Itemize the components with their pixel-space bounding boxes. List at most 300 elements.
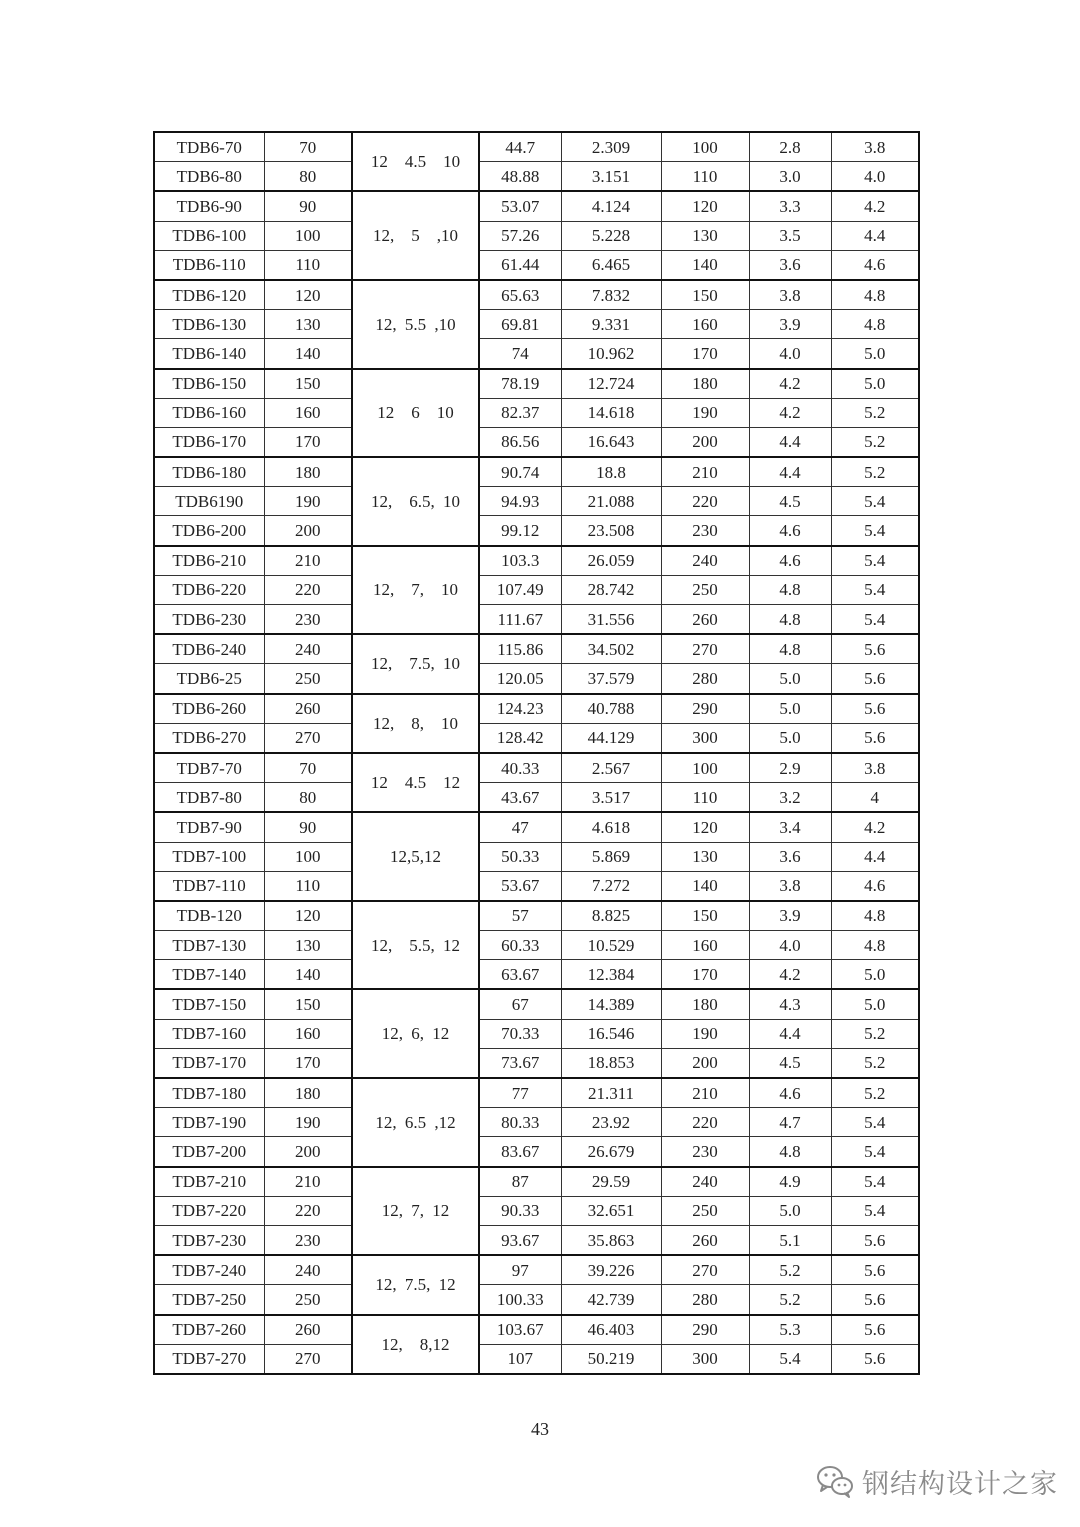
depth-cell: 190 — [264, 487, 352, 516]
width-cell: 120.05 — [479, 664, 561, 694]
depth-cell: 120 — [264, 901, 352, 931]
model-cell: TDB6190 — [154, 487, 264, 516]
width-cell: 107 — [479, 1344, 561, 1374]
section-spec-cell: 12, 8,12 — [352, 1315, 479, 1374]
depth-cell: 90 — [264, 191, 352, 221]
table-row — [154, 812, 919, 842]
span-cell: 100 — [661, 753, 749, 783]
depth-cell: 100 — [264, 221, 352, 250]
width-cell: 97 — [479, 1255, 561, 1285]
thickness-cell-b: 5.0 — [831, 989, 919, 1019]
table-row — [154, 369, 919, 399]
table-row — [154, 1225, 919, 1255]
table-row — [154, 901, 919, 931]
weight-cell: 7.272 — [561, 871, 661, 901]
depth-cell: 210 — [264, 1167, 352, 1197]
weight-cell: 2.309 — [561, 132, 661, 162]
thickness-cell-a: 3.5 — [749, 221, 831, 250]
table-row — [154, 1048, 919, 1078]
span-cell: 230 — [661, 516, 749, 546]
section-spec-cell: 12 4.5 10 — [352, 132, 479, 191]
width-cell: 103.67 — [479, 1315, 561, 1345]
weight-cell: 18.8 — [561, 457, 661, 487]
span-cell: 110 — [661, 162, 749, 192]
weight-cell: 21.088 — [561, 487, 661, 516]
model-cell: TDB6-130 — [154, 310, 264, 339]
span-cell: 250 — [661, 1196, 749, 1225]
depth-cell: 150 — [264, 989, 352, 1019]
thickness-cell-a: 4.2 — [749, 960, 831, 990]
thickness-cell-a: 5.0 — [749, 1196, 831, 1225]
thickness-cell-b: 5.2 — [831, 427, 919, 457]
thickness-cell-b: 5.0 — [831, 339, 919, 369]
weight-cell: 16.546 — [561, 1019, 661, 1048]
depth-cell: 80 — [264, 162, 352, 192]
width-cell: 103.3 — [479, 546, 561, 576]
model-cell: TDB7-150 — [154, 989, 264, 1019]
table-row — [154, 280, 919, 310]
model-cell: TDB7-110 — [154, 871, 264, 901]
width-cell: 124.23 — [479, 694, 561, 724]
table-row — [154, 310, 919, 339]
thickness-cell-b: 5.4 — [831, 1137, 919, 1167]
depth-cell: 190 — [264, 1108, 352, 1137]
section-spec-cell: 12, 5 ,10 — [352, 191, 479, 280]
depth-cell: 110 — [264, 871, 352, 901]
model-cell: TDB7-250 — [154, 1285, 264, 1315]
model-cell: TDB-120 — [154, 901, 264, 931]
table-row — [154, 871, 919, 901]
width-cell: 99.12 — [479, 516, 561, 546]
width-cell: 77 — [479, 1078, 561, 1108]
span-cell: 220 — [661, 1108, 749, 1137]
thickness-cell-a: 5.2 — [749, 1255, 831, 1285]
depth-cell: 270 — [264, 1344, 352, 1374]
model-cell: TDB6-100 — [154, 221, 264, 250]
model-cell: TDB6-70 — [154, 132, 264, 162]
span-cell: 120 — [661, 812, 749, 842]
thickness-cell-a: 5.0 — [749, 664, 831, 694]
thickness-cell-a: 4.2 — [749, 398, 831, 427]
section-spec-cell: 12, 8, 10 — [352, 694, 479, 753]
width-cell: 100.33 — [479, 1285, 561, 1315]
thickness-cell-b: 5.2 — [831, 398, 919, 427]
thickness-cell-b: 5.4 — [831, 605, 919, 635]
thickness-cell-a: 4.3 — [749, 989, 831, 1019]
section-spec-cell: 12, 7.5, 10 — [352, 634, 479, 693]
model-cell: TDB7-80 — [154, 783, 264, 813]
span-cell: 270 — [661, 634, 749, 664]
depth-cell: 80 — [264, 783, 352, 813]
thickness-cell-b: 5.0 — [831, 960, 919, 990]
section-spec-cell: 12 6 10 — [352, 369, 479, 458]
width-cell: 87 — [479, 1167, 561, 1197]
width-cell: 78.19 — [479, 369, 561, 399]
span-cell: 170 — [661, 339, 749, 369]
thickness-cell-b: 4.4 — [831, 221, 919, 250]
width-cell: 74 — [479, 339, 561, 369]
thickness-cell-a: 5.4 — [749, 1344, 831, 1374]
thickness-cell-a: 5.1 — [749, 1225, 831, 1255]
width-cell: 40.33 — [479, 753, 561, 783]
model-cell: TDB7-70 — [154, 753, 264, 783]
table-row — [154, 694, 919, 724]
thickness-cell-a: 4.8 — [749, 1137, 831, 1167]
model-cell: TDB7-90 — [154, 812, 264, 842]
table-row — [154, 546, 919, 576]
thickness-cell-b: 4.8 — [831, 931, 919, 960]
weight-cell: 46.403 — [561, 1315, 661, 1345]
width-cell: 128.42 — [479, 723, 561, 753]
model-cell: TDB7-220 — [154, 1196, 264, 1225]
model-cell: TDB7-210 — [154, 1167, 264, 1197]
width-cell: 61.44 — [479, 250, 561, 280]
thickness-cell-a: 3.3 — [749, 191, 831, 221]
spec-table-body — [154, 132, 919, 1374]
depth-cell: 260 — [264, 694, 352, 724]
width-cell: 90.33 — [479, 1196, 561, 1225]
weight-cell: 5.869 — [561, 842, 661, 871]
thickness-cell-b: 3.8 — [831, 753, 919, 783]
weight-cell: 23.92 — [561, 1108, 661, 1137]
thickness-cell-b: 5.4 — [831, 1196, 919, 1225]
model-cell: TDB6-220 — [154, 575, 264, 604]
thickness-cell-a: 3.0 — [749, 162, 831, 192]
span-cell: 210 — [661, 1078, 749, 1108]
width-cell: 67 — [479, 989, 561, 1019]
depth-cell: 230 — [264, 605, 352, 635]
weight-cell: 12.384 — [561, 960, 661, 990]
table-row — [154, 427, 919, 457]
width-cell: 63.67 — [479, 960, 561, 990]
thickness-cell-a: 4.8 — [749, 575, 831, 604]
width-cell: 43.67 — [479, 783, 561, 813]
model-cell: TDB6-160 — [154, 398, 264, 427]
weight-cell: 4.618 — [561, 812, 661, 842]
depth-cell: 140 — [264, 339, 352, 369]
depth-cell: 90 — [264, 812, 352, 842]
table-row — [154, 1137, 919, 1167]
thickness-cell-a: 4.4 — [749, 427, 831, 457]
table-row — [154, 398, 919, 427]
depth-cell: 70 — [264, 753, 352, 783]
model-cell: TDB7-200 — [154, 1137, 264, 1167]
weight-cell: 7.832 — [561, 280, 661, 310]
span-cell: 160 — [661, 931, 749, 960]
weight-cell: 3.517 — [561, 783, 661, 813]
span-cell: 300 — [661, 1344, 749, 1374]
width-cell: 115.86 — [479, 634, 561, 664]
model-cell: TDB6-110 — [154, 250, 264, 280]
weight-cell: 10.529 — [561, 931, 661, 960]
thickness-cell-b: 5.2 — [831, 457, 919, 487]
table-row — [154, 960, 919, 990]
table-row — [154, 457, 919, 487]
model-cell: TDB7-160 — [154, 1019, 264, 1048]
span-cell: 280 — [661, 664, 749, 694]
thickness-cell-a: 4.0 — [749, 931, 831, 960]
span-cell: 140 — [661, 871, 749, 901]
table-row — [154, 575, 919, 604]
thickness-cell-b: 5.4 — [831, 1167, 919, 1197]
watermark — [816, 1458, 1058, 1504]
span-cell: 210 — [661, 457, 749, 487]
span-cell: 160 — [661, 310, 749, 339]
thickness-cell-a: 3.8 — [749, 280, 831, 310]
model-cell: TDB6-200 — [154, 516, 264, 546]
weight-cell: 4.124 — [561, 191, 661, 221]
section-spec-cell: 12, 7, 10 — [352, 546, 479, 635]
model-cell: TDB6-140 — [154, 339, 264, 369]
thickness-cell-b: 5.2 — [831, 1048, 919, 1078]
depth-cell: 100 — [264, 842, 352, 871]
model-cell: TDB6-210 — [154, 546, 264, 576]
thickness-cell-b: 4.0 — [831, 162, 919, 192]
span-cell: 150 — [661, 901, 749, 931]
table-row — [154, 487, 919, 516]
width-cell: 107.49 — [479, 575, 561, 604]
table-row — [154, 339, 919, 369]
section-spec-cell: 12, 7.5, 12 — [352, 1255, 479, 1314]
section-spec-cell: 12, 6.5 ,12 — [352, 1078, 479, 1167]
width-cell: 86.56 — [479, 427, 561, 457]
model-cell: TDB7-190 — [154, 1108, 264, 1137]
table-row — [154, 1108, 919, 1137]
table-row — [154, 605, 919, 635]
table-row — [154, 634, 919, 664]
thickness-cell-b: 5.2 — [831, 1019, 919, 1048]
section-spec-cell: 12, 5.5, 12 — [352, 901, 479, 990]
depth-cell: 160 — [264, 1019, 352, 1048]
thickness-cell-a: 4.5 — [749, 487, 831, 516]
span-cell: 100 — [661, 132, 749, 162]
thickness-cell-a: 3.8 — [749, 871, 831, 901]
span-cell: 110 — [661, 783, 749, 813]
thickness-cell-b: 5.6 — [831, 1315, 919, 1345]
thickness-cell-a: 4.4 — [749, 1019, 831, 1048]
weight-cell: 10.962 — [561, 339, 661, 369]
thickness-cell-a: 5.0 — [749, 694, 831, 724]
spec-table — [153, 131, 920, 1375]
span-cell: 220 — [661, 487, 749, 516]
thickness-cell-a: 5.0 — [749, 723, 831, 753]
model-cell: TDB6-90 — [154, 191, 264, 221]
weight-cell: 21.311 — [561, 1078, 661, 1108]
span-cell: 290 — [661, 694, 749, 724]
model-cell: TDB7-170 — [154, 1048, 264, 1078]
depth-cell: 220 — [264, 575, 352, 604]
thickness-cell-b: 5.4 — [831, 487, 919, 516]
weight-cell: 42.739 — [561, 1285, 661, 1315]
thickness-cell-a: 4.8 — [749, 605, 831, 635]
thickness-cell-b: 4.2 — [831, 812, 919, 842]
table-row — [154, 1344, 919, 1374]
thickness-cell-a: 4.2 — [749, 369, 831, 399]
table-row — [154, 221, 919, 250]
depth-cell: 210 — [264, 546, 352, 576]
model-cell: TDB6-270 — [154, 723, 264, 753]
thickness-cell-a: 4.0 — [749, 339, 831, 369]
section-spec-cell: 12, 6.5, 10 — [352, 457, 479, 546]
thickness-cell-a: 5.3 — [749, 1315, 831, 1345]
weight-cell: 40.788 — [561, 694, 661, 724]
width-cell: 57.26 — [479, 221, 561, 250]
span-cell: 180 — [661, 989, 749, 1019]
model-cell: TDB7-240 — [154, 1255, 264, 1285]
weight-cell: 3.151 — [561, 162, 661, 192]
model-cell: TDB7-260 — [154, 1315, 264, 1345]
weight-cell: 37.579 — [561, 664, 661, 694]
model-cell: TDB6-240 — [154, 634, 264, 664]
span-cell: 230 — [661, 1137, 749, 1167]
width-cell: 53.67 — [479, 871, 561, 901]
depth-cell: 240 — [264, 634, 352, 664]
depth-cell: 150 — [264, 369, 352, 399]
span-cell: 280 — [661, 1285, 749, 1315]
span-cell: 260 — [661, 605, 749, 635]
depth-cell: 170 — [264, 427, 352, 457]
weight-cell: 2.567 — [561, 753, 661, 783]
thickness-cell-a: 2.8 — [749, 132, 831, 162]
weight-cell: 32.651 — [561, 1196, 661, 1225]
section-spec-cell: 12, 7, 12 — [352, 1167, 479, 1256]
thickness-cell-b: 5.4 — [831, 546, 919, 576]
span-cell: 290 — [661, 1315, 749, 1345]
width-cell: 94.93 — [479, 487, 561, 516]
table-row — [154, 783, 919, 813]
thickness-cell-a: 4.7 — [749, 1108, 831, 1137]
thickness-cell-a: 4.6 — [749, 1078, 831, 1108]
wechat-icon — [816, 1464, 854, 1498]
width-cell: 90.74 — [479, 457, 561, 487]
weight-cell: 14.389 — [561, 989, 661, 1019]
depth-cell: 220 — [264, 1196, 352, 1225]
span-cell: 300 — [661, 723, 749, 753]
weight-cell: 12.724 — [561, 369, 661, 399]
thickness-cell-b: 4.2 — [831, 191, 919, 221]
model-cell: TDB6-230 — [154, 605, 264, 635]
thickness-cell-b: 5.4 — [831, 1108, 919, 1137]
section-spec-cell: 12,5,12 — [352, 812, 479, 901]
thickness-cell-b: 3.8 — [831, 132, 919, 162]
thickness-cell-b: 4.4 — [831, 842, 919, 871]
weight-cell: 34.502 — [561, 634, 661, 664]
model-cell: TDB6-120 — [154, 280, 264, 310]
span-cell: 260 — [661, 1225, 749, 1255]
weight-cell: 18.853 — [561, 1048, 661, 1078]
weight-cell: 35.863 — [561, 1225, 661, 1255]
depth-cell: 160 — [264, 398, 352, 427]
table-row — [154, 1285, 919, 1315]
width-cell: 70.33 — [479, 1019, 561, 1048]
section-spec-cell: 12, 5.5 ,10 — [352, 280, 479, 369]
thickness-cell-b: 4.8 — [831, 280, 919, 310]
width-cell: 93.67 — [479, 1225, 561, 1255]
thickness-cell-b: 5.4 — [831, 575, 919, 604]
weight-cell: 5.228 — [561, 221, 661, 250]
thickness-cell-a: 4.4 — [749, 457, 831, 487]
depth-cell: 130 — [264, 931, 352, 960]
span-cell: 190 — [661, 398, 749, 427]
thickness-cell-a: 3.4 — [749, 812, 831, 842]
table-row — [154, 1315, 919, 1345]
thickness-cell-b: 5.6 — [831, 1225, 919, 1255]
section-spec-cell: 12, 6, 12 — [352, 989, 479, 1078]
thickness-cell-b: 5.6 — [831, 1344, 919, 1374]
width-cell: 44.7 — [479, 132, 561, 162]
thickness-cell-b: 5.6 — [831, 1255, 919, 1285]
span-cell: 120 — [661, 191, 749, 221]
thickness-cell-b: 5.6 — [831, 664, 919, 694]
thickness-cell-a: 3.2 — [749, 783, 831, 813]
weight-cell: 26.059 — [561, 546, 661, 576]
table-row — [154, 989, 919, 1019]
section-spec-cell: 12 4.5 12 — [352, 753, 479, 812]
depth-cell: 110 — [264, 250, 352, 280]
width-cell: 69.81 — [479, 310, 561, 339]
thickness-cell-a: 3.6 — [749, 250, 831, 280]
weight-cell: 16.643 — [561, 427, 661, 457]
table-row — [154, 842, 919, 871]
thickness-cell-b: 5.4 — [831, 516, 919, 546]
weight-cell: 14.618 — [561, 398, 661, 427]
model-cell: TDB7-180 — [154, 1078, 264, 1108]
weight-cell: 31.556 — [561, 605, 661, 635]
thickness-cell-a: 4.6 — [749, 546, 831, 576]
depth-cell: 180 — [264, 457, 352, 487]
width-cell: 48.88 — [479, 162, 561, 192]
depth-cell: 250 — [264, 664, 352, 694]
model-cell: TDB6-170 — [154, 427, 264, 457]
page-number: 43 — [531, 1419, 549, 1439]
depth-cell: 200 — [264, 1137, 352, 1167]
thickness-cell-b: 4 — [831, 783, 919, 813]
span-cell: 240 — [661, 1167, 749, 1197]
width-cell: 82.37 — [479, 398, 561, 427]
weight-cell: 44.129 — [561, 723, 661, 753]
width-cell: 57 — [479, 901, 561, 931]
model-cell: TDB7-270 — [154, 1344, 264, 1374]
width-cell: 53.07 — [479, 191, 561, 221]
depth-cell: 250 — [264, 1285, 352, 1315]
width-cell: 80.33 — [479, 1108, 561, 1137]
model-cell: TDB6-25 — [154, 664, 264, 694]
weight-cell: 23.508 — [561, 516, 661, 546]
depth-cell: 240 — [264, 1255, 352, 1285]
table-row — [154, 162, 919, 192]
depth-cell: 270 — [264, 723, 352, 753]
thickness-cell-a: 3.9 — [749, 901, 831, 931]
span-cell: 200 — [661, 1048, 749, 1078]
thickness-cell-a: 2.9 — [749, 753, 831, 783]
weight-cell: 8.825 — [561, 901, 661, 931]
table-row — [154, 931, 919, 960]
thickness-cell-a: 4.9 — [749, 1167, 831, 1197]
model-cell: TDB6-80 — [154, 162, 264, 192]
model-cell: TDB7-100 — [154, 842, 264, 871]
width-cell: 60.33 — [479, 931, 561, 960]
table-row — [154, 1196, 919, 1225]
thickness-cell-b: 4.6 — [831, 250, 919, 280]
model-cell: TDB6-180 — [154, 457, 264, 487]
span-cell: 170 — [661, 960, 749, 990]
table-row — [154, 516, 919, 546]
watermark-text: 钢结构设计之家 — [862, 1468, 1058, 1500]
thickness-cell-b: 5.6 — [831, 694, 919, 724]
thickness-cell-a: 5.2 — [749, 1285, 831, 1315]
span-cell: 150 — [661, 280, 749, 310]
depth-cell: 230 — [264, 1225, 352, 1255]
